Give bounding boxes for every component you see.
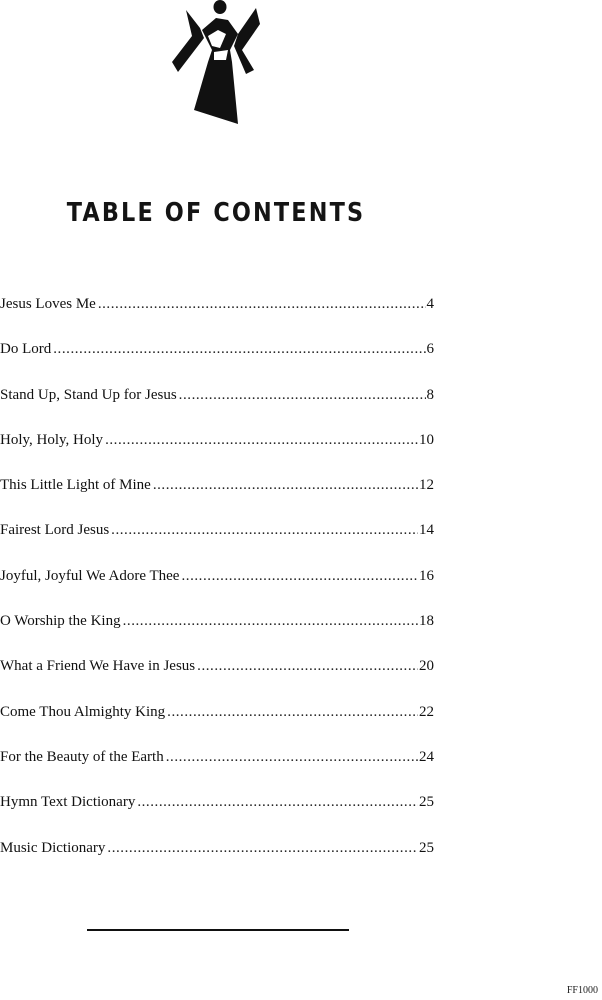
toc-entry-page: 16 bbox=[419, 567, 434, 584]
toc-entry bbox=[0, 652, 434, 697]
table-of-contents bbox=[0, 290, 434, 879]
toc-entry-page: 14 bbox=[419, 522, 434, 539]
angel-logo-icon bbox=[168, 0, 268, 126]
toc-leader-dots bbox=[137, 788, 418, 816]
toc-entry-page: 18 bbox=[419, 613, 434, 630]
toc-entry-title: This Little Light of Mine bbox=[0, 471, 153, 499]
toc-entry-title: Do Lord bbox=[0, 335, 53, 363]
toc-entry-title: Stand Up, Stand Up for Jesus bbox=[0, 381, 179, 409]
toc-entry-page: 10 bbox=[419, 431, 434, 448]
toc-entry-page: 24 bbox=[419, 748, 434, 765]
toc-entry-title: What a Friend We Have in Jesus bbox=[0, 652, 197, 680]
toc-entry-title: Music Dictionary bbox=[0, 834, 107, 862]
toc-entry-page: 25 bbox=[419, 794, 434, 811]
toc-entry-page: 4 bbox=[426, 296, 434, 312]
toc-leader-dots bbox=[111, 516, 418, 544]
toc-entry-title: For the Beauty of the Earth bbox=[0, 743, 166, 771]
toc-entry bbox=[0, 516, 434, 561]
toc-entry-page: 6 bbox=[426, 341, 434, 358]
toc-leader-dots bbox=[123, 607, 418, 635]
page-title: TABLE OF CONTENTS bbox=[66, 198, 366, 228]
toc-leader-dots bbox=[153, 471, 418, 499]
toc-entry bbox=[0, 698, 434, 743]
toc-leader-dots bbox=[179, 381, 426, 409]
toc-leader-dots bbox=[166, 743, 418, 771]
toc-entry-page: 25 bbox=[419, 839, 434, 856]
toc-entry bbox=[0, 335, 434, 380]
toc-entry bbox=[0, 471, 434, 516]
toc-entry-page: 8 bbox=[426, 386, 434, 403]
toc-entry bbox=[0, 607, 434, 652]
toc-entry-title: Hymn Text Dictionary bbox=[0, 788, 137, 816]
toc-leader-dots bbox=[53, 335, 425, 363]
toc-leader-dots bbox=[167, 698, 418, 726]
toc-entry-title: Holy, Holy, Holy bbox=[0, 426, 105, 454]
toc-leader-dots bbox=[197, 652, 418, 680]
toc-leader-dots bbox=[105, 426, 418, 454]
toc-entry bbox=[0, 426, 434, 471]
toc-entry-title: O Worship the King bbox=[0, 607, 123, 635]
toc-entry-page: 12 bbox=[419, 477, 434, 494]
toc-leader-dots bbox=[98, 290, 426, 318]
toc-entry bbox=[0, 743, 434, 788]
footer-code: FF1000 bbox=[566, 985, 598, 996]
bottom-rule bbox=[87, 929, 349, 931]
toc-leader-dots bbox=[181, 562, 418, 590]
toc-entry-title: Come Thou Almighty King bbox=[0, 698, 167, 726]
toc-entry-title: Fairest Lord Jesus bbox=[0, 516, 111, 544]
toc-entry-page: 20 bbox=[419, 658, 434, 675]
toc-entry bbox=[0, 290, 434, 335]
toc-leader-dots bbox=[107, 834, 418, 862]
toc-entry bbox=[0, 788, 434, 833]
toc-entry-title: Jesus Loves Me bbox=[0, 290, 98, 318]
toc-entry bbox=[0, 381, 434, 426]
toc-entry-title: Joyful, Joyful We Adore Thee bbox=[0, 562, 181, 590]
toc-entry bbox=[0, 834, 434, 879]
toc-entry-page: 22 bbox=[419, 703, 434, 720]
toc-entry bbox=[0, 562, 434, 607]
